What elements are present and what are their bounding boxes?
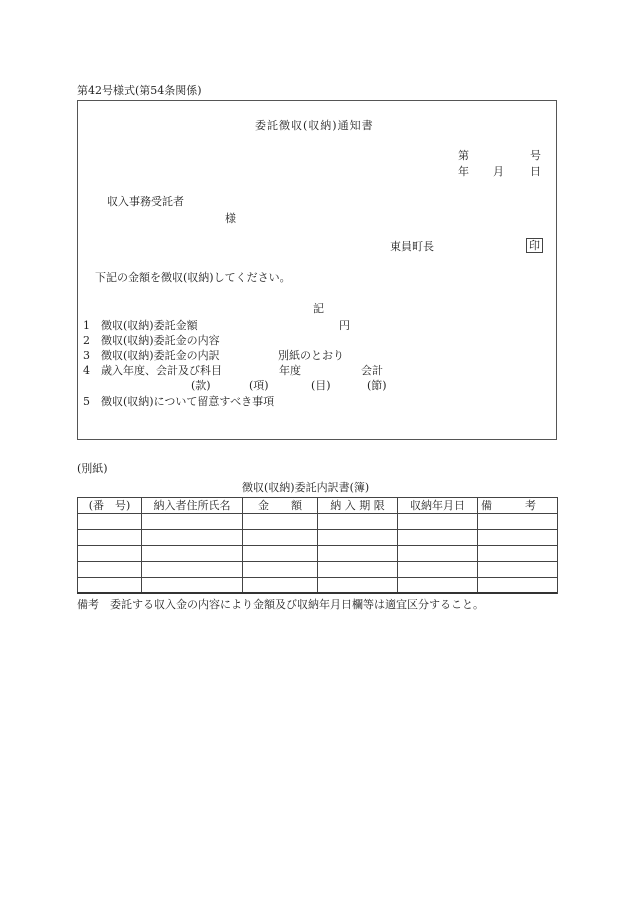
- item-number: 2: [83, 334, 90, 347]
- honorific: 様: [225, 212, 236, 225]
- attachment-label: (別紙): [77, 462, 108, 475]
- item-label: 徴収(収納)について留意すべき事項: [101, 395, 275, 408]
- date-day: 日: [530, 165, 541, 178]
- number-prefix: 第: [458, 149, 469, 162]
- kou-label: (項): [249, 379, 269, 392]
- addressee: 収入事務受託者: [107, 195, 184, 208]
- header-receipt-date: 収納年月日: [398, 498, 478, 514]
- item-number: 5: [83, 395, 90, 408]
- form-number: 第42号様式(第54条関係): [77, 84, 202, 97]
- breakdown-reference: 別紙のとおり: [278, 349, 344, 362]
- table-row: [78, 530, 558, 546]
- remarks-note: 備考 委託する収入金の内容により金額及び収納年月日欄等は適宜区分すること。: [77, 598, 484, 611]
- header-number: (番 号): [78, 498, 142, 514]
- header-payer: 納入者住所氏名: [142, 498, 243, 514]
- yen-unit: 円: [339, 319, 350, 332]
- kan-label: (款): [191, 379, 211, 392]
- seal-mark: 印: [526, 238, 543, 253]
- table-row: [78, 546, 558, 562]
- item-label: 徴収(収納)委託金額: [101, 319, 198, 332]
- date-month: 月: [493, 165, 504, 178]
- date-year: 年: [458, 165, 469, 178]
- item-number: 4: [83, 364, 90, 377]
- header-remarks: 備 考: [478, 498, 558, 514]
- number-suffix: 号: [530, 149, 541, 162]
- attachment-title: 徴収(収納)委託内訳書(簿): [242, 481, 370, 494]
- table-bottom-rule: [77, 592, 557, 594]
- table-row: [78, 514, 558, 530]
- header-due-date: 納 入 期 限: [318, 498, 398, 514]
- table-row: [78, 562, 558, 578]
- issuer-name: 東員町長: [390, 240, 434, 253]
- item-number: 3: [83, 349, 90, 362]
- breakdown-table: [77, 497, 558, 594]
- request-text: 下記の金額を徴収(収納)してください。: [95, 271, 291, 284]
- account-label: 会計: [361, 364, 383, 377]
- item-number: 1: [83, 319, 90, 332]
- moku-label: (目): [311, 379, 331, 392]
- fiscal-year-label: 年度: [279, 364, 301, 377]
- header-amount: 金 額: [243, 498, 318, 514]
- setsu-label: (節): [367, 379, 387, 392]
- table-header-row: [78, 498, 558, 514]
- notice-title: 委託徴収(収納)通知書: [255, 119, 374, 132]
- item-label: 歳入年度、会計及び科目: [101, 364, 222, 377]
- item-label: 徴収(収納)委託金の内訳: [101, 349, 220, 362]
- ki-heading: 記: [313, 302, 324, 315]
- item-label: 徴収(収納)委託金の内容: [101, 334, 220, 347]
